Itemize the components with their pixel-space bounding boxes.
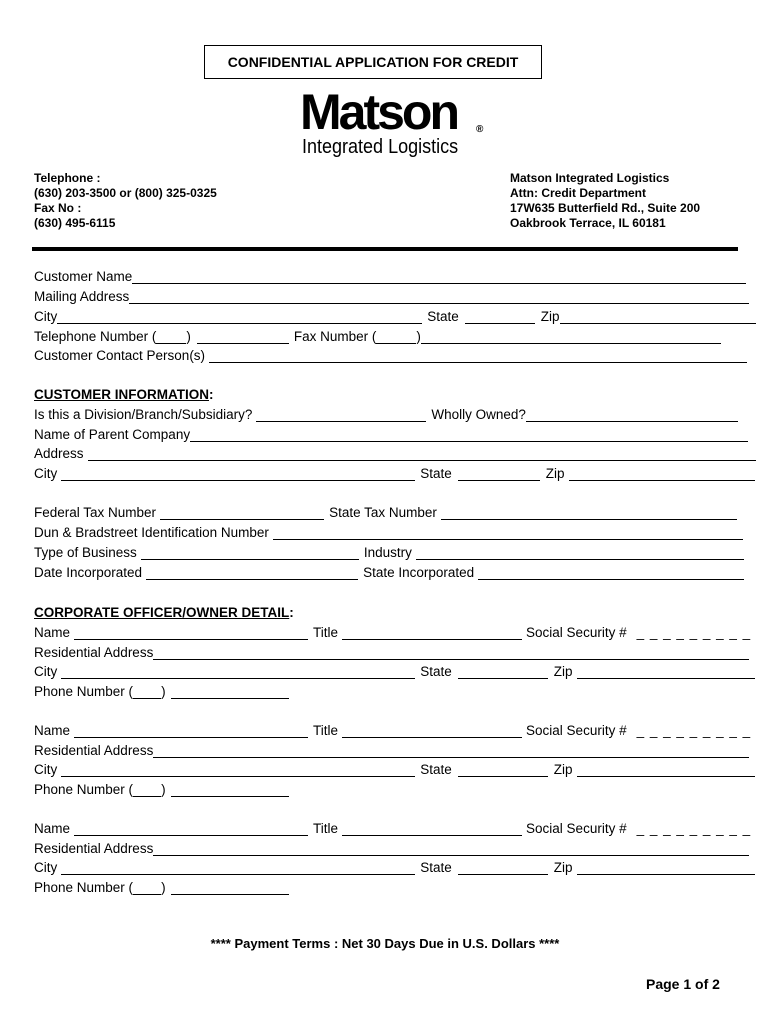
- fax-label: Fax No :: [34, 201, 82, 215]
- state-label: State: [427, 309, 459, 324]
- mailing-address-row: [34, 287, 749, 305]
- zip-field[interactable]: [560, 309, 756, 324]
- parent-company-field[interactable]: [190, 427, 748, 442]
- telephone-number-label: Telephone Number (: [34, 329, 157, 344]
- officer-2-zip-field[interactable]: [577, 762, 755, 777]
- date-incorporated-label: Date Incorporated: [34, 565, 143, 580]
- officer-2-state-field[interactable]: [458, 762, 548, 777]
- street-address: 17W635 Butterfield Rd., Suite 200: [510, 201, 701, 215]
- officer-1-city-label: City: [34, 664, 58, 679]
- telephone-label: Telephone :: [34, 171, 101, 185]
- parent-address-field[interactable]: [88, 446, 756, 461]
- state-incorporated-label: State Incorporated: [363, 565, 475, 580]
- wholly-owned-label: Wholly Owned?: [431, 407, 526, 422]
- officer-2-paren-close: ): [161, 782, 166, 797]
- officer-2-residential-row: [34, 741, 749, 759]
- parent-address-label: Address: [34, 446, 84, 461]
- officer-1-area-code-field[interactable]: [133, 684, 161, 699]
- officer-2-phone-label: Phone Number (: [34, 782, 134, 797]
- officer-3-city-field[interactable]: [61, 860, 415, 875]
- officer-1-city-field[interactable]: [61, 664, 415, 679]
- fax-number-field[interactable]: [421, 329, 721, 344]
- state-tax-label: State Tax Number: [329, 505, 437, 520]
- attn-line: Attn: Credit Department: [510, 186, 647, 200]
- officer-3-name-label: Name: [34, 821, 71, 836]
- officer-2-name-field[interactable]: [74, 723, 308, 738]
- officer-1-title-field[interactable]: [342, 625, 522, 640]
- division-field[interactable]: [256, 407, 426, 422]
- officer-1-city-row: [34, 662, 755, 680]
- officer-1-ssn-label: Social Security #: [526, 625, 627, 640]
- customer-name-row: [34, 267, 746, 285]
- officer-3-ssn-label: Social Security #: [526, 821, 627, 836]
- customer-name-label: Customer Name: [34, 269, 133, 284]
- matson-logo: Matson: [300, 84, 457, 140]
- officer-1-state-label: State: [420, 664, 452, 679]
- zip-label: Zip: [540, 309, 560, 324]
- officer-3-zip-label: Zip: [553, 860, 573, 875]
- form-title: CONFIDENTIAL APPLICATION FOR CREDIT: [204, 45, 542, 79]
- parent-state-label: State: [420, 466, 452, 481]
- payment-terms: **** Payment Terms : Net 30 Days Due in U.S. Dollars ****: [210, 936, 560, 951]
- officer-1-phone-row: [34, 682, 289, 700]
- customer-information-heading: CUSTOMER INFORMATION: [34, 387, 209, 402]
- duns-row: [34, 523, 743, 541]
- officer-heading-row: [34, 603, 294, 621]
- officer-3-zip-field[interactable]: [577, 860, 755, 875]
- contact-person-field[interactable]: [209, 348, 747, 363]
- telephone-number-field[interactable]: [197, 329, 289, 344]
- officer-1-phone-label: Phone Number (: [34, 684, 134, 699]
- telephone-row: [34, 327, 721, 345]
- officer-1-name-row: [34, 623, 751, 641]
- parent-city-row: [34, 464, 755, 482]
- officer-2-residential-field[interactable]: [153, 743, 749, 758]
- tax-number-row: [34, 503, 737, 521]
- business-type-field[interactable]: [141, 545, 359, 560]
- officer-2-city-field[interactable]: [61, 762, 415, 777]
- company-name: Matson Integrated Logistics: [510, 171, 670, 185]
- officer-1-title-label: Title: [313, 625, 339, 640]
- division-label: Is this a Division/Branch/Subsidiary?: [34, 407, 253, 422]
- fax-number-label: Fax Number (: [293, 329, 377, 344]
- page-number: Page 1 of 2: [646, 976, 720, 992]
- fax-value: (630) 495-6115: [34, 216, 116, 230]
- officer-3-title-field[interactable]: [342, 821, 522, 836]
- federal-tax-label: Federal Tax Number: [34, 505, 157, 520]
- officer-1-zip-label: Zip: [553, 664, 573, 679]
- industry-label: Industry: [363, 545, 412, 560]
- state-tax-field[interactable]: [441, 505, 737, 520]
- officer-2-title-field[interactable]: [342, 723, 522, 738]
- mailing-address-label: Mailing Address: [34, 289, 130, 304]
- officer-2-residential-label: Residential Address: [34, 743, 154, 758]
- officer-1-residential-field[interactable]: [153, 645, 749, 660]
- officer-1-name-field[interactable]: [74, 625, 308, 640]
- fax-area-code-field[interactable]: [376, 329, 416, 344]
- officer-3-paren-close: ): [161, 880, 166, 895]
- division-row: [34, 405, 738, 423]
- officer-3-phone-row: [34, 878, 289, 896]
- date-incorporated-field[interactable]: [146, 565, 358, 580]
- telephone-area-code-field[interactable]: [156, 329, 186, 344]
- officer-1-state-field[interactable]: [458, 664, 548, 679]
- state-incorporated-field[interactable]: [478, 565, 744, 580]
- federal-tax-field[interactable]: [160, 505, 324, 520]
- duns-label: Dun & Bradstreet Identification Number: [34, 525, 269, 540]
- parent-company-label: Name of Parent Company: [34, 427, 191, 442]
- parent-city-field[interactable]: [61, 466, 415, 481]
- officer-3-residential-field[interactable]: [153, 841, 749, 856]
- customer-information-heading-row: [34, 385, 214, 403]
- parent-address-row: [34, 444, 756, 462]
- officer-2-name-row: [34, 721, 751, 739]
- telephone-value: (630) 203-3500 or (800) 325-0325: [34, 186, 217, 200]
- officer-2-name-label: Name: [34, 723, 71, 738]
- officer-1-name-label: Name: [34, 625, 71, 640]
- officer-3-state-label: State: [420, 860, 452, 875]
- officer-3-name-field[interactable]: [74, 821, 308, 836]
- customer-name-field[interactable]: [132, 269, 746, 284]
- registered-mark: ®: [476, 124, 484, 135]
- contact-person-label: Customer Contact Person(s): [34, 348, 206, 363]
- city-field[interactable]: [57, 309, 422, 324]
- duns-field[interactable]: [273, 525, 743, 540]
- officer-2-zip-label: Zip: [553, 762, 573, 777]
- officer-3-residential-row: [34, 839, 749, 857]
- parent-city-label: City: [34, 466, 58, 481]
- officer-2-city-label: City: [34, 762, 58, 777]
- officer-2-title-label: Title: [313, 723, 339, 738]
- officer-3-area-code-field[interactable]: [133, 880, 161, 895]
- officer-3-city-row: [34, 858, 755, 876]
- city-state-zip: Oakbrook Terrace, IL 60181: [510, 216, 666, 230]
- officer-1-ssn-field[interactable]: _ _ _ _ _ _ _ _ _: [636, 625, 752, 640]
- parent-zip-field[interactable]: [569, 466, 755, 481]
- officer-2-ssn-label: Social Security #: [526, 723, 627, 738]
- contact-left: [34, 171, 217, 231]
- officer-2-ssn-field[interactable]: _ _ _ _ _ _ _ _ _: [636, 723, 752, 738]
- officer-3-city-label: City: [34, 860, 58, 875]
- officer-3-state-field[interactable]: [458, 860, 548, 875]
- customer-city-row: [34, 307, 756, 325]
- incorporation-row: [34, 563, 744, 581]
- wholly-owned-field[interactable]: [526, 407, 738, 422]
- business-type-label: Type of Business: [34, 545, 137, 560]
- contact-right: [510, 171, 700, 231]
- officer-2-state-label: State: [420, 762, 452, 777]
- officer-3-ssn-field[interactable]: _ _ _ _ _ _ _ _ _: [636, 821, 752, 836]
- contact-person-row: [34, 346, 747, 364]
- officer-2-city-row: [34, 760, 755, 778]
- city-label: City: [34, 309, 58, 324]
- logo-subtitle: Integrated Logistics: [302, 136, 459, 158]
- officer-1-residential-row: [34, 643, 749, 661]
- officer-3-phone-field[interactable]: [171, 880, 289, 895]
- officer-1-paren-close: ): [161, 684, 166, 699]
- officer-heading-colon: :: [289, 605, 294, 620]
- mailing-address-field[interactable]: [129, 289, 749, 304]
- officer-3-phone-label: Phone Number (: [34, 880, 134, 895]
- business-type-row: [34, 543, 744, 561]
- telephone-paren-close: ): [186, 329, 191, 344]
- officer-heading: CORPORATE OFFICER/OWNER DETAIL: [34, 605, 290, 620]
- parent-state-field[interactable]: [458, 466, 540, 481]
- officer-1-phone-field[interactable]: [171, 684, 289, 699]
- officer-3-name-row: [34, 819, 751, 837]
- header-divider: [32, 247, 738, 251]
- officer-2-area-code-field[interactable]: [133, 782, 161, 797]
- industry-field[interactable]: [416, 545, 744, 560]
- officer-2-phone-row: [34, 780, 289, 798]
- parent-company-row: [34, 425, 748, 443]
- parent-zip-label: Zip: [545, 466, 565, 481]
- customer-information-colon: :: [209, 387, 214, 402]
- officer-3-title-label: Title: [313, 821, 339, 836]
- fax-paren-close: ): [416, 329, 421, 344]
- officer-1-residential-label: Residential Address: [34, 645, 154, 660]
- officer-2-phone-field[interactable]: [171, 782, 289, 797]
- state-field[interactable]: [465, 309, 535, 324]
- officer-3-residential-label: Residential Address: [34, 841, 154, 856]
- officer-1-zip-field[interactable]: [577, 664, 755, 679]
